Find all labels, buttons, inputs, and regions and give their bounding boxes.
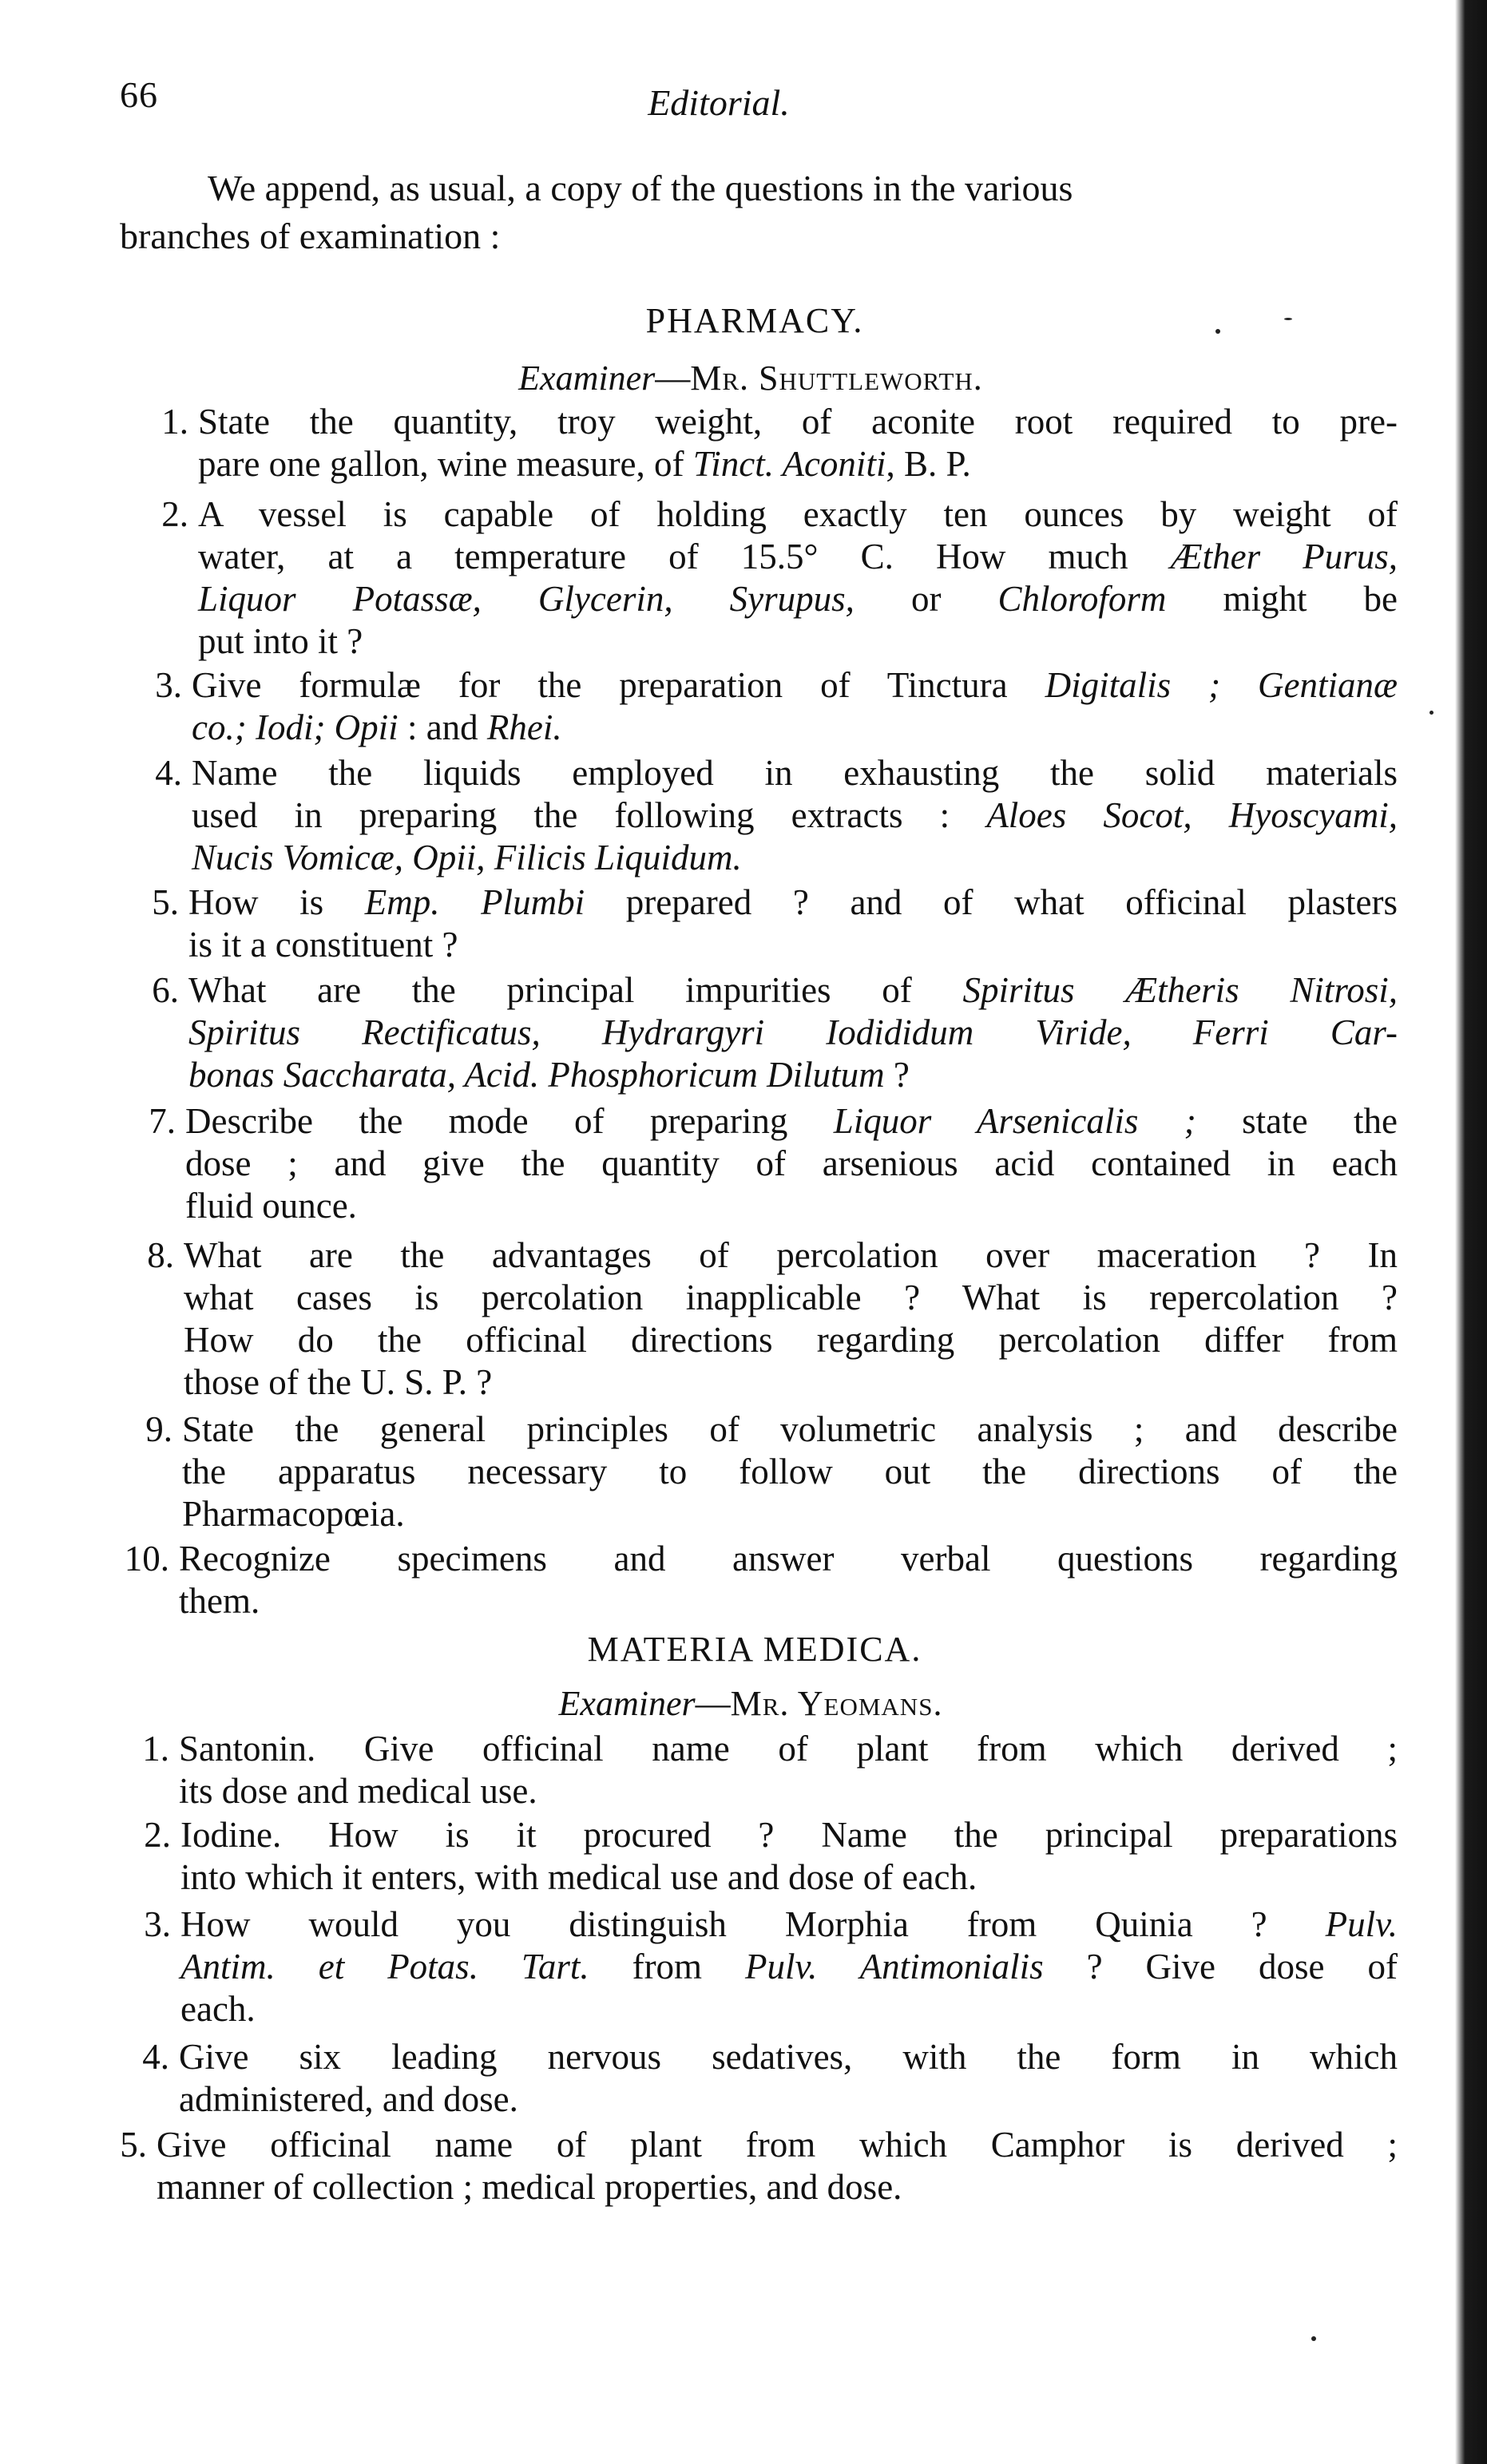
examiner-line-pharmacy [0, 358, 1487, 398]
examiner-dash: — [695, 1684, 731, 1723]
question-item [144, 1814, 1398, 1899]
question-text-line: each. [180, 1989, 256, 2029]
question-item [144, 1903, 1398, 2030]
question-text-line: Pharmacopœia. [182, 1494, 405, 1534]
question-text-line: Recognize specimens and answer verbal questions regarding [179, 1539, 1398, 1579]
question-text-line: A vessel is capable of holding exactly ten ounces by weight of [198, 494, 1398, 534]
question-text-line: bonas Saccharata, Acid. Phosphoricum Dilutum ? [188, 1055, 910, 1095]
question-number: 9. [145, 1409, 172, 1449]
question-item [155, 752, 1398, 879]
question-text-line: manner of collection ; medical properties, and dose. [157, 2167, 902, 2207]
intro-line-1: We append, as usual, a copy of the questions in the various [208, 168, 1073, 208]
question-text-line: is it a constituent ? [188, 925, 458, 965]
scan-speck [1215, 329, 1220, 334]
question-number: 6. [152, 970, 179, 1010]
question-text-line: Santonin. Give officinal name of plant from which derived ; [179, 1729, 1398, 1769]
question-text-line: Name the liquids employed in exhausting the solid materials [192, 753, 1398, 793]
question-item [161, 493, 1398, 663]
question-item [161, 401, 1398, 485]
question-number: 10. [124, 1539, 169, 1579]
question-number: 3. [144, 1904, 171, 1944]
question-text-line: into which it enters, with medical use and dose of each. [180, 1857, 977, 1897]
question-text-line: what cases is percolation inapplicable ? What is repercolation ? [184, 1278, 1398, 1317]
question-text-line: Liquor Potassæ, Glycerin, Syrupus, or Chloroform might be [198, 579, 1398, 619]
running-head: Editorial. [648, 82, 790, 123]
question-text-line: those of the U. S. P. ? [184, 1362, 493, 1402]
question-text-line: Describe the mode of preparing Liquor Arsenicalis ; state the [185, 1101, 1398, 1141]
question-text-line: used in preparing the following extracts : Aloes Socot, Hyoscyami, [192, 795, 1398, 835]
question-text-line: co.; Iodi; Opii : and Rhei. [192, 707, 562, 747]
question-number: 1. [161, 402, 188, 442]
question-text-line: pare one gallon, wine measure, of Tinct. Aconiti, B. P. [198, 444, 971, 484]
question-text-line: Iodine. How is it procured ? Name the principal preparations [180, 1815, 1398, 1855]
question-text-line: dose ; and give the quantity of arsenious acid contained in each [185, 1143, 1398, 1183]
examiner-role: Examiner [518, 359, 656, 398]
examiner-dash: — [655, 359, 691, 398]
page-number: 66 [120, 74, 158, 115]
question-text-line: Antim. et Potas. Tart. from Pulv. Antimonialis ? Give dose of [180, 1947, 1398, 1987]
question-number: 4. [142, 2037, 169, 2077]
question-item [142, 2036, 1398, 2121]
question-item [120, 2124, 1398, 2208]
question-number: 4. [155, 753, 182, 793]
question-text-line: How is Emp. Plumbi prepared ? and of what officinal plasters [188, 882, 1398, 922]
question-item [124, 1538, 1398, 1622]
question-item [142, 1728, 1398, 1812]
section-title-pharmacy: PHARMACY. [645, 301, 864, 340]
scan-speck [1311, 2336, 1316, 2341]
question-item [147, 1234, 1398, 1404]
question-item [149, 1100, 1398, 1227]
question-text-line: What are the advantages of percolation over maceration ? In [184, 1235, 1398, 1275]
question-text-line: Give formulæ for the preparation of Tinctura Digitalis ; Gentianæ [192, 665, 1398, 705]
question-item [152, 969, 1398, 1096]
question-text-line: Nucis Vomicæ, Opii, Filicis Liquidum. [192, 838, 742, 877]
scan-speck [1430, 711, 1433, 715]
question-text-line: Give six leading nervous sedatives, with the form in which [179, 2037, 1398, 2077]
intro-paragraph [120, 164, 1398, 260]
question-text-line: put into it ? [198, 621, 363, 661]
question-text-line: Give officinal name of plant from which Camphor is derived ; [157, 2125, 1398, 2165]
question-text-line: State the quantity, troy weight, of aconite root required to pre- [198, 402, 1398, 442]
question-number: 3. [155, 665, 182, 705]
intro-line-2: branches of examination : [120, 216, 501, 256]
question-text-line: Spiritus Rectificatus, Hydrargyri Iodididum Viride, Ferri Car- [188, 1012, 1398, 1052]
question-text-line: fluid ounce. [185, 1186, 357, 1226]
question-text-line: its dose and medical use. [179, 1771, 537, 1811]
question-number: 5. [120, 2125, 147, 2165]
question-text-line: the apparatus necessary to follow out the directions of the [182, 1452, 1398, 1491]
question-number: 2. [161, 494, 188, 534]
question-text-line: water, at a temperature of 15.5° C. How much Æther Purus, [198, 537, 1398, 576]
question-number: 7. [149, 1101, 176, 1141]
question-item [145, 1408, 1398, 1535]
examiner-line-materia-medica [0, 1683, 1487, 1724]
question-text-line: How would you distinguish Morphia from Quinia ? Pulv. [180, 1904, 1398, 1944]
scan-speck [1284, 318, 1292, 320]
examiner-name: Mr. Yeomans. [730, 1684, 943, 1723]
question-number: 8. [147, 1235, 174, 1275]
question-number: 1. [142, 1729, 169, 1769]
question-text-line: How do the officinal directions regarding percolation differ from [184, 1320, 1398, 1360]
question-text-line: What are the principal impurities of Spiritus Ætheris Nitrosi, [188, 970, 1398, 1010]
question-text-line: administered, and dose. [179, 2079, 518, 2119]
examiner-role: Examiner [558, 1684, 696, 1723]
question-item [152, 881, 1398, 966]
section-title-materia-medica: MATERIA MEDICA. [587, 1630, 922, 1669]
examiner-name: Mr. Shuttleworth. [690, 359, 983, 398]
question-number: 2. [144, 1815, 171, 1855]
question-number: 5. [152, 882, 179, 922]
question-text-line: State the general principles of volumetric analysis ; and describe [182, 1409, 1398, 1449]
question-item [155, 664, 1398, 749]
question-text-line: them. [179, 1581, 260, 1621]
